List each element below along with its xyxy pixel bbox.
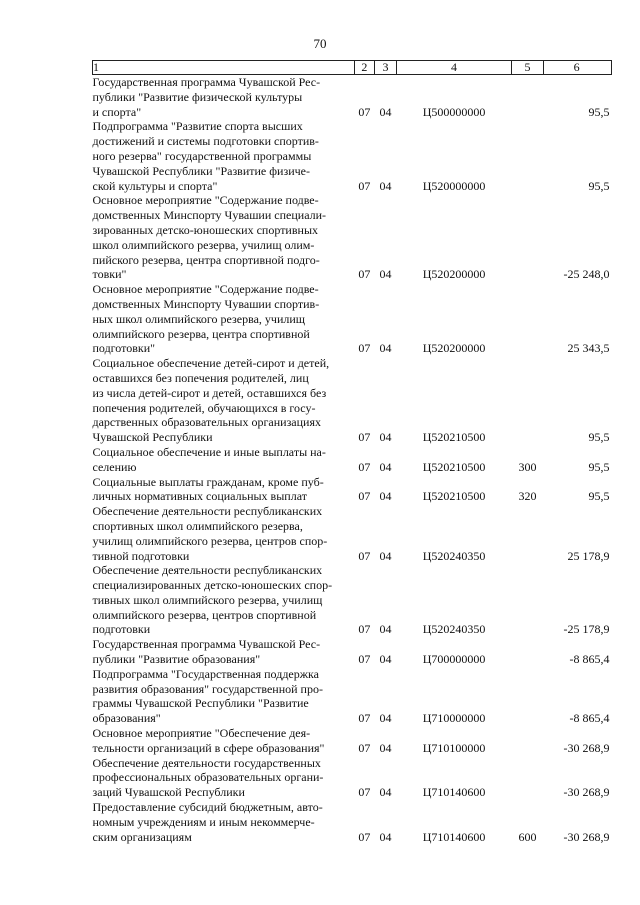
header-col-6: 6 (544, 61, 612, 75)
row-name (93, 726, 355, 756)
row-amount: -25 248,0 (563, 267, 610, 282)
row-section: 07 (358, 652, 371, 667)
row-expense-type (511, 667, 544, 726)
row-name (93, 756, 355, 800)
row-amount: -8 865,4 (569, 711, 610, 726)
row-name-text: Социальные выплаты гражданам, кроме пуб- личных нормативных социальных выплат (92, 474, 324, 504)
row-target-article: Ц500000000 (422, 104, 486, 119)
row-name-text: Предоставление субсидий бюджетным, авто- номным учреждениям и иным некоммерче- ским организациям (92, 800, 323, 844)
row-section: 07 (358, 622, 371, 637)
row-amount: 95,5 (588, 178, 610, 193)
row-name-text: Государственная программа Чувашской Рес- публики "Развитие физической культуры и спорта" (92, 75, 321, 119)
row-name (93, 637, 355, 667)
row-name (93, 445, 355, 475)
row-subsection: 04 (379, 829, 392, 844)
row-name (93, 667, 355, 726)
row-name-text: Социальное обеспечение и иные выплаты на- селению (92, 444, 326, 474)
row-expense-type (511, 356, 544, 445)
row-expense-type (511, 637, 544, 667)
row-expense-type (511, 193, 544, 282)
row-expense-type (511, 282, 544, 356)
row-subsection: 04 (379, 740, 392, 755)
row-name (93, 800, 355, 844)
row-subsection: 04 (379, 459, 392, 474)
row-amount: 95,5 (588, 489, 610, 504)
header-col-5: 5 (511, 61, 544, 75)
row-amount: 95,5 (588, 459, 610, 474)
row-amount: 95,5 (588, 430, 610, 445)
row-target-article: Ц520240350 (422, 622, 486, 637)
row-expense-type: 300 (518, 459, 537, 474)
row-section: 07 (358, 459, 371, 474)
row-name-text: Обеспечение деятельности государственных профессиональных образовательных органи- заций Чувашской Республики (92, 755, 324, 800)
row-target-article: Ц520210500 (422, 430, 486, 445)
row-name (93, 356, 355, 445)
row-subsection: 04 (379, 178, 392, 193)
row-expense-type: 600 (518, 829, 537, 844)
row-expense-type (511, 119, 544, 193)
row-amount: -25 178,9 (563, 622, 610, 637)
table-row (93, 504, 612, 563)
row-name (93, 75, 355, 120)
row-target-article: Ц700000000 (422, 652, 486, 667)
row-target-article: Ц710000000 (422, 711, 486, 726)
row-name-text: Основное мероприятие "Содержание подве- домственных Минспорту Чувашии специали- зированных детско-юношеских спортивных школ олимпийского резерва, училищ олим- пийского резерва, центра спортивной подго- товки" (92, 193, 327, 282)
table-row (93, 445, 612, 475)
row-name-text: Основное мероприятие "Обеспечение дея- тельности организаций в сфере образования" (92, 726, 325, 755)
row-section: 07 (358, 548, 371, 563)
row-amount: 25 343,5 (567, 341, 610, 356)
table-row (93, 356, 612, 445)
row-target-article: Ц710100000 (422, 740, 486, 755)
row-section: 07 (358, 785, 371, 800)
row-expense-type (511, 756, 544, 800)
row-subsection: 04 (379, 548, 392, 563)
row-target-article: Ц520210500 (422, 459, 486, 474)
header-col-2: 2 (355, 61, 375, 75)
row-section: 07 (358, 341, 371, 356)
row-name (93, 119, 355, 193)
row-name (93, 563, 355, 637)
table-row (93, 637, 612, 667)
table-header-row (93, 61, 612, 75)
row-expense-type: 320 (518, 489, 537, 504)
row-section: 07 (358, 267, 371, 282)
row-subsection: 04 (379, 104, 392, 119)
row-expense-type (511, 75, 544, 120)
row-name (93, 504, 355, 563)
row-amount: 95,5 (588, 104, 610, 119)
row-subsection: 04 (379, 711, 392, 726)
row-expense-type (511, 563, 544, 637)
row-name-text: Подпрограмма "Государственная поддержка развития образования" государственной про- граммы Чувашской Республики "Развитие образования" (92, 666, 323, 726)
row-section: 07 (358, 178, 371, 193)
row-amount: -30 268,9 (563, 829, 610, 844)
row-subsection: 04 (379, 489, 392, 504)
row-target-article: Ц710140600 (422, 829, 486, 844)
row-target-article: Ц520200000 (422, 267, 486, 282)
row-name-text: Обеспечение деятельности республиканских спортивных школ олимпийского резерва, училищ олимпийского резерва, центров спор- тивной подготовки (92, 504, 328, 563)
row-name (93, 282, 355, 356)
row-section: 07 (358, 104, 371, 119)
row-section: 07 (358, 489, 371, 504)
table-row (93, 475, 612, 505)
row-section: 07 (358, 829, 371, 844)
table-row (93, 726, 612, 756)
row-subsection: 04 (379, 785, 392, 800)
row-target-article: Ц520200000 (422, 341, 486, 356)
table-row (93, 193, 612, 282)
row-subsection: 04 (379, 267, 392, 282)
header-col-4: 4 (397, 61, 511, 75)
row-amount: -8 865,4 (569, 652, 610, 667)
row-subsection: 04 (379, 622, 392, 637)
row-amount: -30 268,9 (563, 785, 610, 800)
table-row (93, 282, 612, 356)
row-target-article: Ц520210500 (422, 489, 486, 504)
header-col-1: 1 (93, 61, 355, 75)
header-col-3: 3 (374, 61, 397, 75)
row-name-text: Основное мероприятие "Содержание подве- домственных Минспорту Чувашии спортив- ных школ олимпийского резерва, училищ олимпийского резерва, центра спортивной подготовки" (92, 282, 320, 356)
row-section: 07 (358, 711, 371, 726)
row-subsection: 04 (379, 341, 392, 356)
row-expense-type (511, 726, 544, 756)
table-row (93, 800, 612, 844)
row-name-text: Подпрограмма "Развитие спорта высших достижений и системы подготовки спортив- ного резерва" государственной программы Чувашской Республики "Развитие физиче- ской культуры и спорта" (92, 119, 319, 193)
row-target-article: Ц520240350 (422, 548, 486, 563)
budget-table (92, 60, 612, 844)
row-amount: 25 178,9 (567, 548, 610, 563)
row-target-article: Ц710140600 (422, 785, 486, 800)
table-row (93, 75, 612, 120)
page-number: 70 (313, 36, 327, 51)
table-row (93, 667, 612, 726)
table-body (93, 75, 612, 845)
row-expense-type (511, 504, 544, 563)
row-name-text: Обеспечение деятельности республиканских специализированных детско-юношеских спор- тивных школ олимпийского резерва, училищ олимпийского резерва, центров спортивной подготовки (92, 563, 333, 637)
row-name (93, 193, 355, 282)
table-row (93, 119, 612, 193)
row-subsection: 04 (379, 652, 392, 667)
row-target-article: Ц520000000 (422, 178, 486, 193)
row-name-text: Государственная программа Чувашской Рес- публики "Развитие образования" (92, 637, 321, 667)
row-subsection: 04 (379, 430, 392, 445)
row-section: 07 (358, 430, 371, 445)
table-row (93, 756, 612, 800)
row-amount: -30 268,9 (563, 740, 610, 755)
row-section: 07 (358, 740, 371, 755)
table-row (93, 563, 612, 637)
row-name (93, 475, 355, 505)
row-name-text: Социальное обеспечение детей-сирот и детей, оставшихся без попечения родителей, лиц из числа детей-сирот и детей, оставшихся без попечения родителей, обучающихся в госу- дарственных образовательных организациях Чувашской Республики (92, 356, 330, 445)
